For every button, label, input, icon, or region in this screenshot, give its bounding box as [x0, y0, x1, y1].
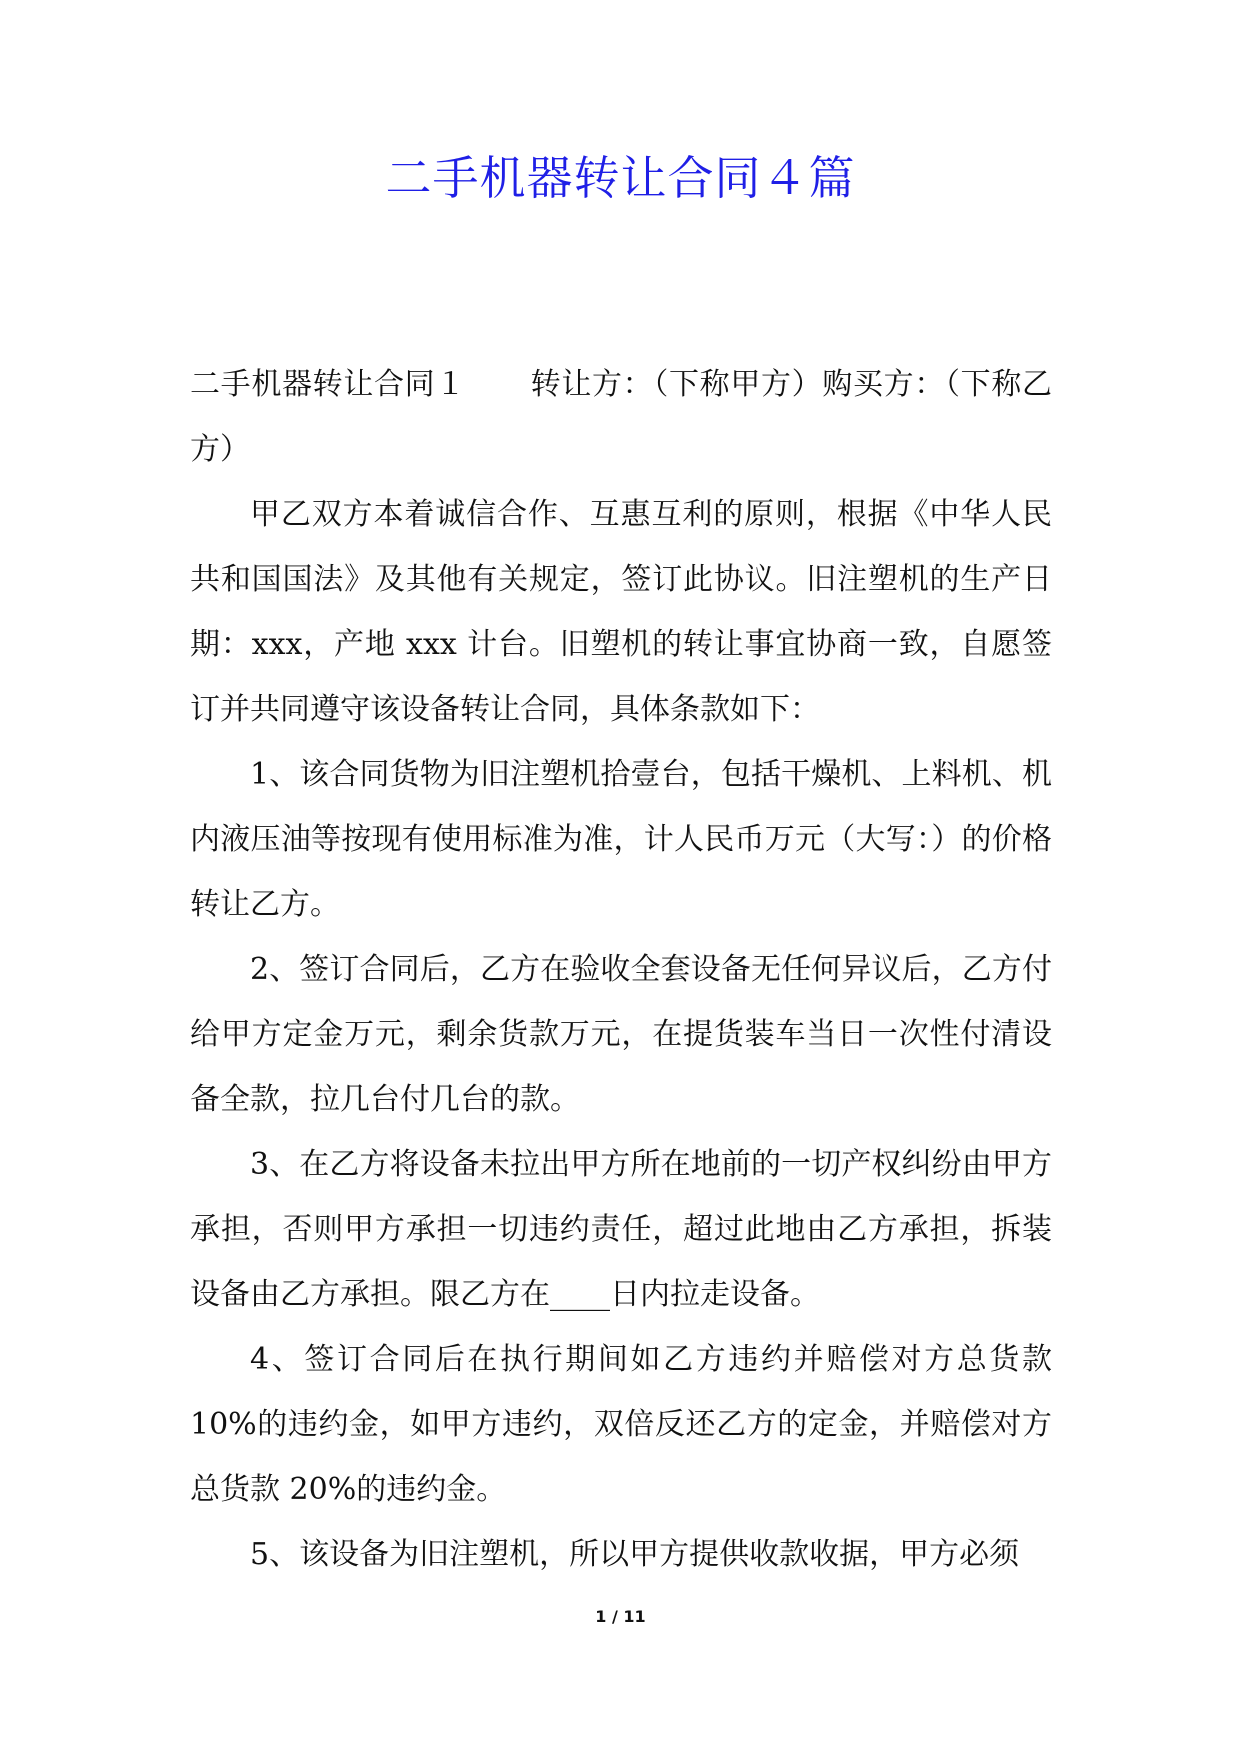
paragraph-clause-1: 1、该合同货物为旧注塑机拾壹台，包括干燥机、上料机、机内液压油等按现有使用标准为准，计人民币万元（大写：）的价格转让乙方。 [190, 757, 1052, 922]
paragraph-clause-4: 4、签订合同后在执行期间如乙方违约并赔偿对方总货款 10%的违约金，如甲方违约，双倍反还乙方的定金，并赔偿对方总货款 20%的违约金。 [190, 1342, 1052, 1507]
page-number: 1 / 11 [595, 1607, 646, 1626]
intro-heading: 二手机器转让合同１ [190, 367, 466, 402]
intro-parties: 转让方：（下称甲方）购买方：（下称乙方） [190, 367, 1052, 467]
paragraph-preamble: 甲乙双方本着诚信合作、互惠互利的原则，根据《中华人民共和国国法》及其他有关规定，签订此协议。旧注塑机的生产日期：xxx，产地 xxx 计台。旧塑机的转让事宜协商一致，自愿签订并共同遵守该设备转让合同，具体条款如下： [190, 497, 1052, 727]
paragraph-clause-5: 5、该设备为旧注塑机，所以甲方提供收款收据，甲方必须 [250, 1537, 1020, 1572]
intro-paragraph [190, 352, 1052, 482]
document-title: 二手机器转让合同４篇 [385, 151, 856, 205]
paragraph-clause-2: 2、签订合同后，乙方在验收全套设备无任何异议后，乙方付给甲方定金万元，剩余货款万元，在提货装车当日一次性付清设备全款，拉几台付几台的款。 [190, 952, 1052, 1117]
document-body [190, 352, 1052, 1587]
paragraph-clause-3: 3、在乙方将设备未拉出甲方所在地前的一切产权纠纷由甲方承担，否则甲方承担一切违约责任，超过此地由乙方承担，拆装设备由乙方承担。限乙方在____日内拉走设备。 [190, 1147, 1052, 1312]
